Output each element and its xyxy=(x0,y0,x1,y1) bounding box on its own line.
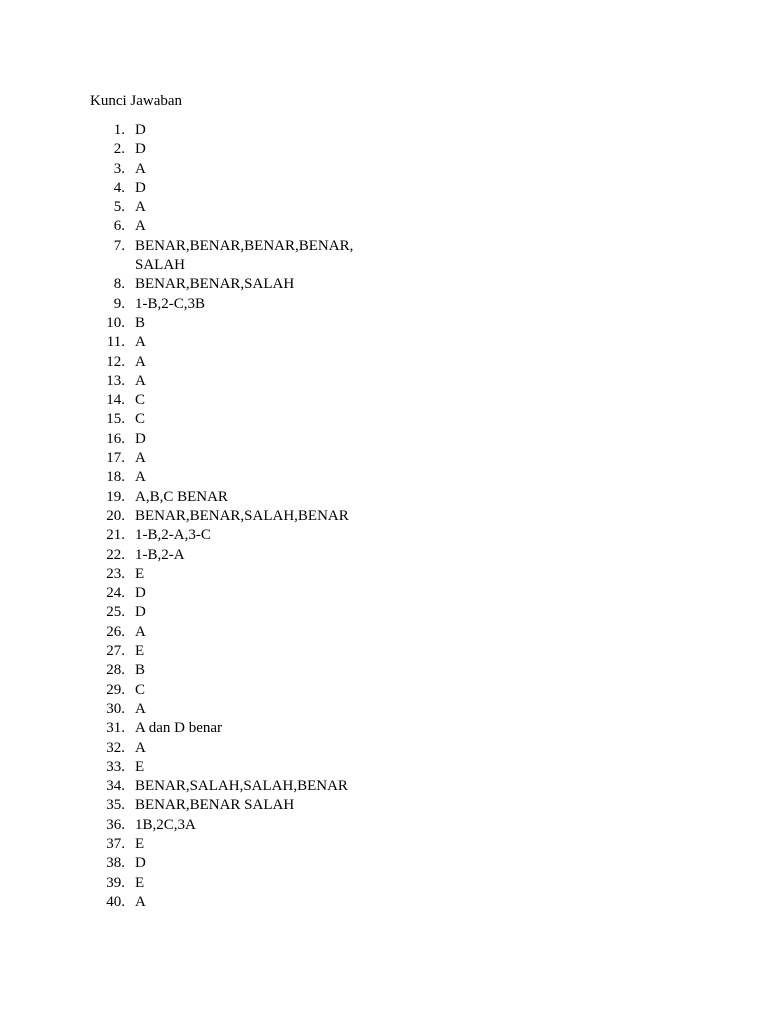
answer-item xyxy=(0,275,363,294)
answer-number: 3. xyxy=(113,160,125,177)
answer-text: C xyxy=(135,681,146,698)
answer-item xyxy=(0,893,363,912)
answer-item xyxy=(0,217,363,236)
answer-text: B xyxy=(135,314,146,331)
answer-number: 6. xyxy=(113,218,125,235)
answer-number: 40. xyxy=(106,893,125,910)
answer-item xyxy=(0,295,363,314)
answer-text: A,B,C BENAR xyxy=(135,488,228,505)
answer-number: 13. xyxy=(106,372,125,389)
answer-text: E xyxy=(135,874,145,891)
answer-number: 25. xyxy=(106,604,125,621)
answer-item xyxy=(0,623,363,642)
answer-item xyxy=(0,719,363,738)
answer-text: A dan D benar xyxy=(135,720,223,737)
answer-number: 17. xyxy=(106,450,125,467)
answer-number: 15. xyxy=(106,411,125,428)
answer-number: 12. xyxy=(106,353,125,370)
answer-number: 34. xyxy=(106,778,125,795)
answer-text: BENAR,BENAR SALAH xyxy=(135,797,295,814)
answer-item xyxy=(0,468,363,487)
answer-text: D xyxy=(135,585,146,602)
answer-number: 8. xyxy=(113,276,125,293)
answer-number: 18. xyxy=(106,469,125,486)
answer-item xyxy=(0,526,363,545)
answer-item xyxy=(0,854,363,873)
answer-text: A xyxy=(135,160,146,177)
answer-text: BENAR,BENAR,SALAH,BENAR xyxy=(135,507,349,524)
answer-item xyxy=(0,449,363,468)
answer-text: 1-B,2-C,3B xyxy=(135,295,206,312)
answer-number: 22. xyxy=(106,546,125,563)
answer-text: A xyxy=(135,199,146,216)
answer-item xyxy=(0,681,363,700)
answer-text: A xyxy=(135,623,146,640)
answer-text: C xyxy=(135,392,146,409)
answer-item xyxy=(0,758,363,777)
answer-item xyxy=(0,796,363,815)
answer-number: 36. xyxy=(106,816,125,833)
answer-number: 35. xyxy=(106,797,125,814)
answer-text: A xyxy=(135,353,146,370)
answer-text: BENAR,BENAR,BENAR,BENAR, SALAH xyxy=(135,237,354,274)
answer-text: D xyxy=(135,179,146,196)
answer-number: 38. xyxy=(106,855,125,872)
answer-text: D xyxy=(135,855,146,872)
answer-item xyxy=(0,700,363,719)
answer-number: 20. xyxy=(106,507,125,524)
answer-list xyxy=(0,121,363,912)
answer-item xyxy=(0,584,363,603)
answer-text: A xyxy=(135,739,146,756)
answer-item xyxy=(0,353,363,372)
answer-text: B xyxy=(135,662,146,679)
answer-item xyxy=(0,488,363,507)
answer-number: 9. xyxy=(113,295,125,312)
answer-number: 31. xyxy=(106,720,125,737)
answer-item xyxy=(0,507,363,526)
answer-number: 19. xyxy=(106,488,125,505)
answer-text: D xyxy=(135,141,146,158)
answer-number: 27. xyxy=(106,643,125,660)
answer-number: 33. xyxy=(106,758,125,775)
answer-text: E xyxy=(135,643,145,660)
answer-text: A xyxy=(135,450,146,467)
answer-text: A xyxy=(135,469,146,486)
answer-item xyxy=(0,237,363,276)
answer-number: 29. xyxy=(106,681,125,698)
answer-number: 10. xyxy=(106,314,125,331)
answer-item xyxy=(0,121,363,140)
answer-item xyxy=(0,160,363,179)
answer-number: 39. xyxy=(106,874,125,891)
answer-item xyxy=(0,835,363,854)
answer-item xyxy=(0,410,363,429)
answer-item xyxy=(0,179,363,198)
answer-text: C xyxy=(135,411,146,428)
answer-number: 1. xyxy=(113,122,125,138)
answer-item xyxy=(0,140,363,159)
answer-item xyxy=(0,314,363,333)
answer-text: BENAR,BENAR,SALAH xyxy=(135,276,295,293)
answer-number: 30. xyxy=(106,700,125,717)
answer-item xyxy=(0,739,363,758)
answer-item xyxy=(0,546,363,565)
answer-number: 32. xyxy=(106,739,125,756)
answer-number: 2. xyxy=(113,141,125,158)
answer-number: 16. xyxy=(106,430,125,447)
answer-item xyxy=(0,874,363,893)
answer-number: 4. xyxy=(113,179,125,196)
answer-text: A xyxy=(135,218,146,235)
answer-item xyxy=(0,661,363,680)
answer-number: 24. xyxy=(106,585,125,602)
answer-number: 14. xyxy=(106,392,125,409)
answer-number: 28. xyxy=(106,662,125,679)
answer-item xyxy=(0,565,363,584)
answer-text: A xyxy=(135,334,146,351)
answer-text: A xyxy=(135,700,146,717)
answer-number: 23. xyxy=(106,565,125,582)
answer-number: 21. xyxy=(106,527,125,544)
answer-number: 5. xyxy=(113,199,125,216)
answer-item xyxy=(0,198,363,217)
answer-text: D xyxy=(135,604,146,621)
answer-text: D xyxy=(135,430,146,447)
answer-number: 7. xyxy=(113,237,125,254)
answer-text: E xyxy=(135,835,145,852)
answer-item xyxy=(0,391,363,410)
answer-text: BENAR,SALAH,SALAH,BENAR xyxy=(135,778,348,795)
answer-text: D xyxy=(135,122,146,138)
answer-number: 11. xyxy=(106,334,125,351)
answer-text: 1B,2C,3A xyxy=(135,816,196,833)
answer-number: 37. xyxy=(106,835,125,852)
answer-item xyxy=(0,430,363,449)
answer-item xyxy=(0,642,363,661)
answer-text: 1-B,2-A,3-C xyxy=(135,527,211,544)
answer-number: 26. xyxy=(106,623,125,640)
answer-text: E xyxy=(135,758,145,775)
answer-item xyxy=(0,603,363,622)
answer-item xyxy=(0,777,363,796)
answer-item xyxy=(0,333,363,352)
answer-text: 1-B,2-A xyxy=(135,546,185,563)
document-title: Kunci Jawaban xyxy=(90,93,183,109)
answer-text: E xyxy=(135,565,145,582)
answer-text: A xyxy=(135,372,146,389)
answer-item xyxy=(0,816,363,835)
answer-item xyxy=(0,372,363,391)
answer-text: A xyxy=(135,893,146,910)
